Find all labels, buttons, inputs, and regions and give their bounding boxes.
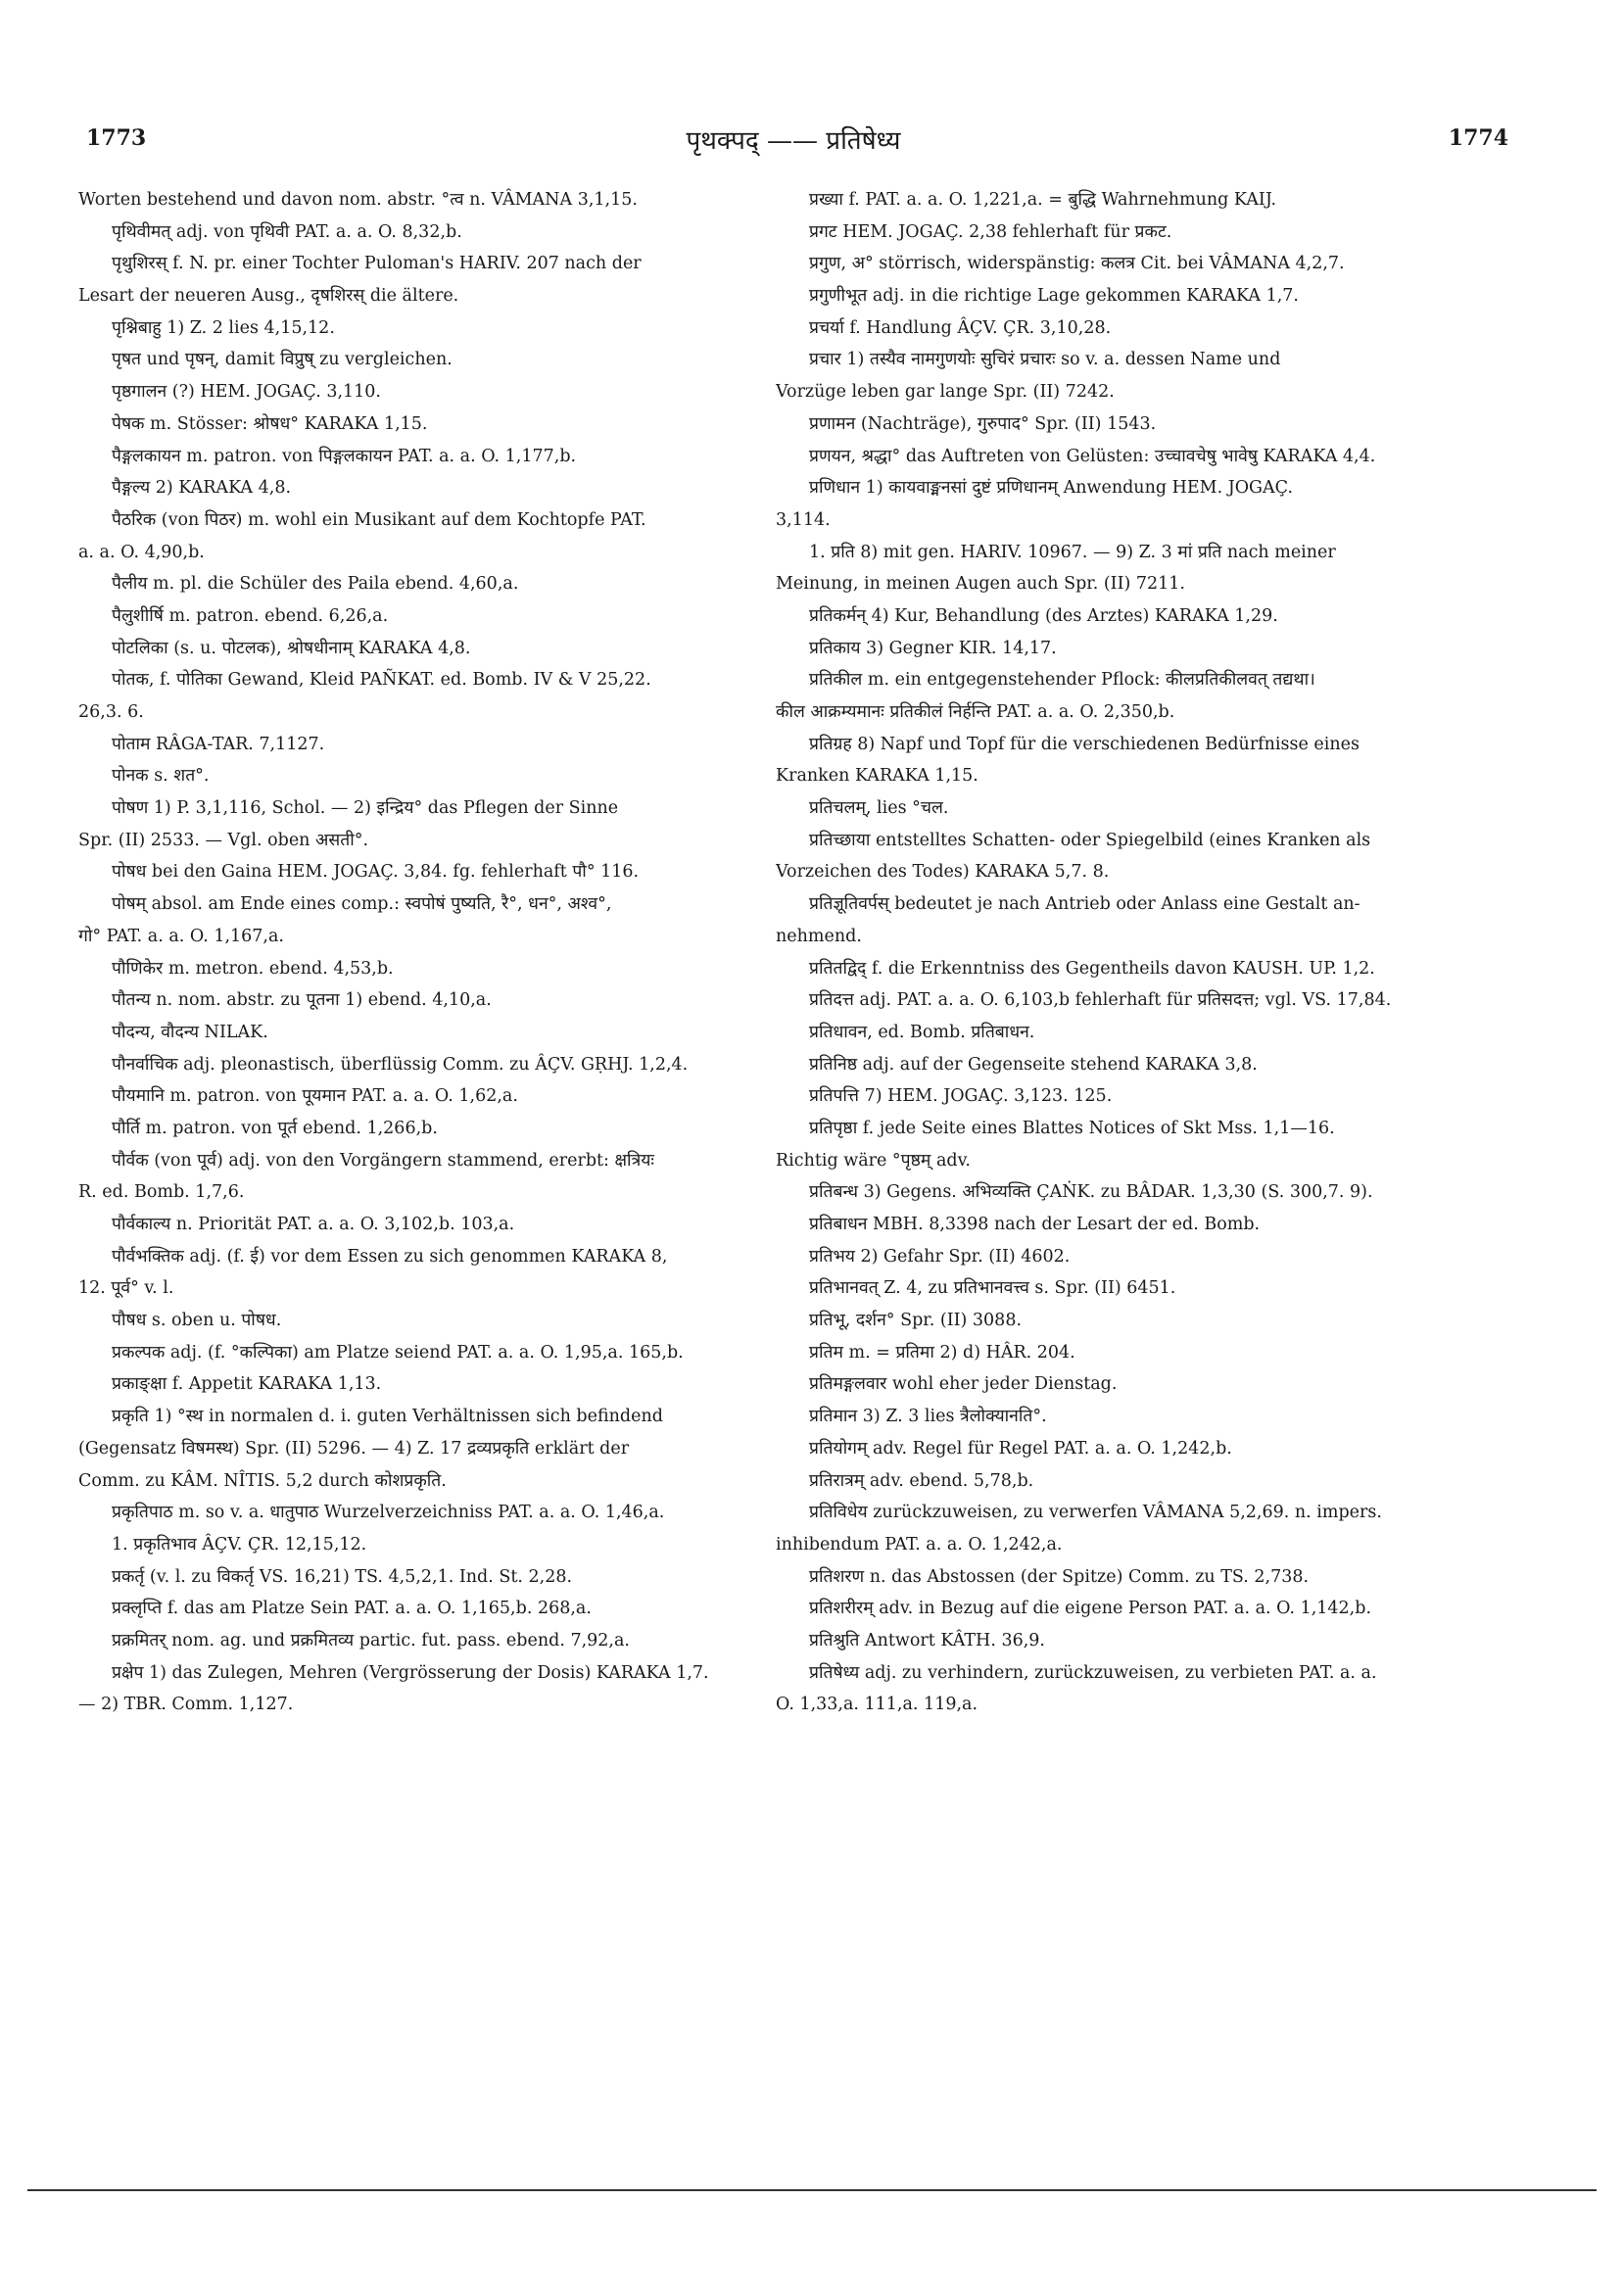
text-line: पैठरिक (von पिठर) m. wohl ein Musikant auf dem Kochtopfe PAT. (112, 509, 646, 530)
running-title: पृथक्पद् —— प्रतिषेध्य (686, 126, 901, 156)
text-line: प्रतिग्रह 8) Napf und Topf für die verschiedenen Bedürfnisse eines (809, 734, 1360, 754)
text-line: प्रतिकर्मन् 4) Kur, Behandlung (des Arztes) KARAKA 1,29. (809, 605, 1278, 626)
text-line: प्रतिषेध्य adj. zu verhindern, zurückzuweisen, zu verbieten PAT. a. a. (809, 1662, 1377, 1683)
page-header (78, 125, 1508, 165)
text-line: प्रख्या f. PAT. a. a. O. 1,221,a. = बुद्धि Wahrnehmung KAIJ. (809, 190, 1277, 210)
text-line: पोताम RÂGA-TAR. 7,1127. (112, 734, 325, 754)
text-line: Meinung, in meinen Augen auch Spr. (II) 7211. (776, 574, 1185, 595)
text-line: प्रतिश्रुति Antwort KÂTH. 36,9. (809, 1630, 1045, 1650)
text-line: प्रतिकाय 3) Gegner KIR. 14,17. (809, 638, 1057, 658)
text-line: R. ed. Bomb. 1,7,6. (78, 1182, 245, 1203)
text-line: प्रतिबाधन MBH. 8,3398 nach der Lesart der ed. Bomb. (809, 1215, 1261, 1234)
text-line: 12. पूर्व° v. l. (78, 1278, 174, 1299)
right-column (776, 184, 1476, 1721)
text-line: प्रतिधावन, ed. Bomb. प्रतिबाधन. (809, 1022, 1035, 1042)
text-line: — 2) TBR. Comm. 1,127. (78, 1695, 294, 1715)
text-line: प्रगुणीभूत adj. in die richtige Lage gekommen KARAKA 1,7. (809, 286, 1299, 307)
text-line: (Gegensatz विषमस्थ) Spr. (II) 5296. — 4) Z. 17 द्रव्यप्रकृति erklärt der (78, 1438, 630, 1459)
text-line: गो° PAT. a. a. O. 1,167,a. (78, 926, 284, 946)
text-line: प्रक्षेप 1) das Zulegen, Mehren (Vergrösserung der Dosis) KARAKA 1,7. (112, 1662, 709, 1683)
text-line: पेषक m. Stösser: श्रोषध° KARAKA 1,15. (112, 413, 428, 434)
text-line: पौणिकेर m. metron. ebend. 4,53,b. (112, 958, 394, 979)
text-line: पोतक, f. पोतिका Gewand, Kleid PAÑKAT. ed. Bomb. IV & V 25,22. (112, 670, 651, 691)
text-line: प्रतिभू, दर्शन° Spr. (II) 3088. (809, 1311, 1023, 1331)
text-line: पौयमानि m. patron. von पूयमान PAT. a. a. O. 1,62,a. (112, 1086, 518, 1107)
text-line: पौर्ति m. patron. von पूर्त ebend. 1,266,b. (112, 1118, 438, 1138)
text-line: पोषण 1) P. 3,1,116, Schol. — 2) इन्द्रिय° das Pflegen der Sinne (112, 798, 619, 819)
text-line: प्रतिकील m. ein entgegenstehender Pflock: कीलप्रतिकीलवत् तद्यथा। (809, 670, 1315, 691)
text-line: Richtig wäre °पृष्ठम् adv. (776, 1150, 971, 1171)
text-line: पृश्निबाहु 1) Z. 2 lies 4,15,12. (112, 317, 335, 338)
text-line: पैलुशीर्षि m. patron. ebend. 6,26,a. (112, 605, 389, 626)
text-line: पृथुशिरस् f. N. pr. einer Tochter Puloman's HARIV. 207 nach der (112, 254, 642, 274)
text-line: a. a. O. 4,90,b. (78, 542, 205, 562)
text-line: पृषत und पृषन्, damit विप्रुष् zu vergleichen. (112, 350, 453, 370)
text-line: प्रतितद्विद् f. die Erkenntniss des Gegentheils davon KAUSH. UP. 1,2. (809, 958, 1375, 979)
left-column (78, 184, 779, 1721)
text-line: प्रतिशरण n. das Abstossen (der Spitze) Comm. zu TS. 2,738. (809, 1566, 1310, 1587)
text-line: पौर्वभक्तिक adj. (f. ई) vor dem Essen zu sich genommen KARAKA 8, (112, 1246, 668, 1267)
text-line: प्रतिभय 2) Gefahr Spr. (II) 4602. (809, 1246, 1071, 1267)
text-line: पौर्वकाल्य n. Priorität PAT. a. a. O. 3,102,b. 103,a. (112, 1215, 515, 1234)
text-line: प्रतिभानवत् Z. 4, zu प्रतिभानवत्त्व s. Spr. (II) 6451. (809, 1278, 1176, 1299)
text-line: प्रकृतिपाठ m. so v. a. धातुपाठ Wurzelverzeichniss PAT. a. a. O. 1,46,a. (112, 1503, 665, 1523)
text-line: प्रकल्पक adj. (f. °कल्पिका) am Platze seiend PAT. a. a. O. 1,95,a. 165,b. (112, 1342, 684, 1363)
text-line: पौदन्य, वौदन्य NILAK. (112, 1022, 268, 1042)
text-line: प्रणिधान 1) कायवाङ्मनसां दुष्टं प्रणिधानम् Anwendung HEM. JOGAÇ. (809, 478, 1294, 499)
text-line: 1. प्रति 8) mit gen. HARIV. 10967. — 9) Z. 3 मां प्रति nach meiner (809, 542, 1336, 562)
text-line: प्रगुण, अ° störrisch, widerspänstig: कलत्र Cit. bei VÂMANA 4,2,7. (809, 254, 1345, 274)
text-line: पोषध bei den Gaina HEM. JOGAÇ. 3,84. fg. fehlerhaft पौ° 116. (112, 862, 640, 883)
text-line: प्रतिनिष्ठ adj. auf der Gegenseite stehend KARAKA 3,8. (809, 1054, 1258, 1075)
text-line: Worten bestehend und davon nom. abstr. °त्व n. VÂMANA 3,1,15. (78, 190, 638, 210)
text-line: Spr. (II) 2533. — Vgl. oben असती°. (78, 830, 369, 850)
text-line: Kranken KARAKA 1,15. (776, 766, 978, 787)
text-line: प्रतिज्ञूतिवर्पस् bedeutet je nach Antrieb oder Anlass eine Gestalt an- (809, 894, 1360, 915)
text-line: प्रतिबन्ध 3) Gegens. अभिव्यक्ति ÇAṄK. zu BÂDAR. 1,3,30 (S. 300,7. 9). (809, 1182, 1373, 1203)
text-line: प्रतियोगम् adv. Regel für Regel PAT. a. a. O. 1,242,b. (809, 1438, 1232, 1459)
text-line: प्रतिपत्ति 7) HEM. JOGAÇ. 3,123. 125. (809, 1086, 1113, 1107)
text-line: प्रणामन (Nachträge), गुरुपाद° Spr. (II) 1543. (809, 413, 1157, 434)
text-line: प्रतिचलम्, lies °चल. (809, 798, 949, 819)
text-line: प्रतिरात्रम् adv. ebend. 5,78,b. (809, 1470, 1034, 1491)
text-line: 1. प्रकृतिभाव ÂÇV. ÇR. 12,15,12. (112, 1534, 367, 1555)
text-line: प्रकृति 1) °स्थ in normalen d. i. guten Verhältnissen sich befindend (112, 1407, 663, 1427)
text-line: पैङ्गलकायन m. patron. von पिङ्गलकायन PAT. a. a. O. 1,177,b. (112, 446, 577, 466)
text-line: प्रतिम m. = प्रतिमा 2) d) HÂR. 204. (809, 1342, 1075, 1363)
text-line: 26,3. 6. (78, 702, 144, 722)
text-line: प्रतिविधेय zurückzuweisen, zu verwerfen VÂMANA 5,2,69. n. impers. (809, 1503, 1382, 1523)
text-line: प्रचार 1) तस्यैव नामगुणयोः सुचिरं प्रचारः so v. a. dessen Name und (809, 350, 1281, 370)
text-line: प्रगट HEM. JOGAÇ. 2,38 fehlerhaft für प्रकट. (809, 221, 1172, 242)
text-line: प्रकाङ्क्षा f. Appetit KARAKA 1,13. (112, 1374, 382, 1395)
text-line: प्रतिशरीरम् adv. in Bezug auf die eigene Person PAT. a. a. O. 1,142,b. (809, 1599, 1372, 1619)
text-line: Vorzüge leben gar lange Spr. (II) 7242. (776, 382, 1115, 403)
text-line: nehmend. (776, 926, 862, 946)
right-column-number: 1774 (1448, 125, 1508, 151)
text-line: पोनक s. शत°. (112, 766, 210, 787)
text-line: प्रतिदत्त adj. PAT. a. a. O. 6,103,b fehlerhaft für प्रतिसदत्त; vgl. VS. 17,84. (809, 990, 1392, 1011)
text-line: प्रकर्तृ (v. l. zu विकर्तृ VS. 16,21) TS. 4,5,2,1. Ind. St. 2,28. (112, 1566, 573, 1587)
text-line: प्रतिच्छाया entstelltes Schatten- oder Spiegelbild (eines Kranken als (809, 830, 1371, 850)
text-line: inhibendum PAT. a. a. O. 1,242,a. (776, 1534, 1063, 1555)
text-line: पृथिवीमत् adj. von पृथिवी PAT. a. a. O. 8,32,b. (112, 221, 462, 242)
text-line: पैलीय m. pl. die Schüler des Paila ebend. 4,60,a. (112, 574, 519, 595)
text-line: पौनर्वाचिक adj. pleonastisch, überflüssig Comm. zu ÂÇV. GṚHJ. 1,2,4. (112, 1054, 689, 1075)
footer-rule (27, 2189, 1597, 2191)
left-column-number: 1773 (86, 125, 147, 151)
text-line: प्रतिमङ्गलवार wohl eher jeder Dienstag. (809, 1374, 1118, 1395)
text-line: पौषध s. oben u. पोषध. (112, 1311, 282, 1331)
text-line: Lesart der neueren Ausg., दृषशिरस् die ältere. (78, 286, 459, 307)
text-line: पृष्ठगालन (?) HEM. JOGAÇ. 3,110. (112, 382, 381, 403)
text-line: पोषम् absol. am Ende eines comp.: स्वपोषं पुष्यति, रै°, धन°, अश्व°, (112, 894, 612, 915)
text-line: प्रतिपृष्ठा f. jede Seite eines Blattes Notices of Skt Mss. 1,1—16. (809, 1118, 1335, 1138)
text-line: प्रक्रमितर् nom. ag. und प्रक्रमितव्य partic. fut. pass. ebend. 7,92,a. (112, 1630, 630, 1650)
text-line: Comm. zu KÂM. NÎTIS. 5,2 durch कोशप्रकृति. (78, 1470, 447, 1491)
text-line: पोटलिका (s. u. पोटलक), श्रोषधीनाम् KARAKA 4,8. (112, 638, 471, 658)
text-line: Vorzeichen des Todes) KARAKA 5,7. 8. (776, 862, 1110, 883)
text-line: O. 1,33,a. 111,a. 119,a. (776, 1695, 978, 1715)
text-line: प्रणयन, श्रद्धा° das Auftreten von Gelüsten: उच्चावचेषु भावेषु KARAKA 4,4. (809, 446, 1376, 466)
text-line: प्रचर्या f. Handlung ÂÇV. ÇR. 3,10,28. (809, 317, 1112, 338)
text-line: प्रक्लृप्ति f. das am Platze Sein PAT. a. a. O. 1,165,b. 268,a. (112, 1599, 592, 1619)
text-line: कील आक्रम्यमानः प्रतिकीलं निर्हन्ति PAT. a. a. O. 2,350,b. (776, 702, 1175, 722)
text-line: पौर्वक (von पूर्व) adj. von den Vorgängern stammend, ererbt: क्षत्रियः (112, 1150, 654, 1171)
text-line: 3,114. (776, 509, 831, 530)
text-line: पौतन्य n. nom. abstr. zu पूतना 1) ebend. 4,10,a. (112, 990, 492, 1011)
text-line: प्रतिमान 3) Z. 3 lies त्रैलोक्यानति°. (809, 1407, 1047, 1427)
text-line: पैङ्गल्य 2) KARAKA 4,8. (112, 478, 292, 499)
